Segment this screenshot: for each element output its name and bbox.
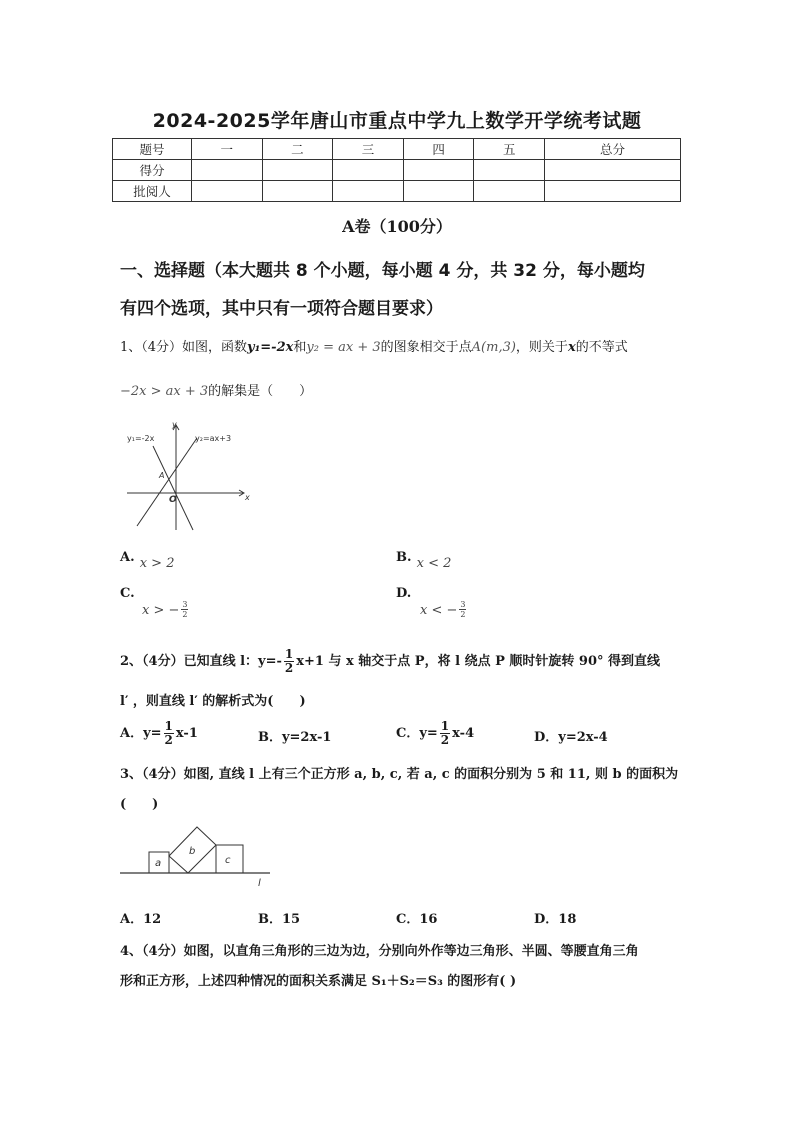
option-label: C. [120,586,135,601]
table-cell[interactable] [474,160,545,181]
table-header-cell: 三 [333,139,404,160]
table-header-cell: 一 [192,139,263,160]
option-fraction [181,600,188,619]
option-math-wrap [142,599,188,619]
q1-point: A(m,3) [471,340,516,355]
q2-fraction [284,648,294,675]
option-math: x > − [142,603,180,618]
q1-option-b[interactable] [396,546,452,571]
page-title: 2024-2025学年唐山市重点中学九上数学开学统考试题 [152,110,642,132]
q2-option-b[interactable]: B．y=2x-1 [258,730,332,745]
q1-text: 和 [293,340,307,355]
q1-stem-line2 [120,380,312,399]
frac-den: 2 [440,733,450,747]
frac-den: 2 [182,610,188,619]
q1-text: 的解集是（ ） [208,384,313,399]
q1-text: 的不等式 [575,340,628,355]
frac-num: 3 [460,600,466,609]
label-x: x [245,493,250,502]
score-table [112,138,681,202]
q2-text: 2、（4分）已知直线 l：y=- [120,654,282,669]
option-fraction [164,720,174,747]
option-text: x-1 [175,726,198,741]
q1-text: 1、（4分）如图，函数 [120,340,248,355]
option-text: C．y= [396,726,438,741]
section-a-heading: A卷（100分） [342,217,452,236]
option-fraction [440,720,450,747]
label-y2: y₂=ax+3 [195,434,232,443]
q1-text: ，则关于 [515,340,568,355]
section1-heading-line1: 一、选择题（本大题共 8 个小题，每小题 4 分，共 32 分，每小题均 [120,261,645,281]
option-label: B. [396,550,412,565]
table-cell[interactable] [262,160,333,181]
table-cell[interactable] [262,181,333,202]
label-y: y [172,420,177,429]
q3-option-a[interactable]: A．12 [120,912,162,927]
frac-den: 2 [164,733,173,747]
q3-option-c[interactable]: C．16 [396,912,438,927]
q1-option-a[interactable] [120,546,175,571]
table-row-label: 批阅人 [113,181,192,202]
table-row [113,139,681,160]
frac-num: 3 [182,600,188,609]
section1-heading-line2: 有四个选项，其中只有一项符合题目要求） [120,299,443,319]
table-row [113,160,681,181]
q1-option-d[interactable] [396,586,466,619]
label-c: c [225,855,231,866]
table-cell[interactable] [333,181,404,202]
table-cell[interactable] [192,181,263,202]
line-y1 [153,446,193,530]
frac-num: 1 [284,647,294,661]
option-label: A. [120,550,135,565]
q1-y1: y₁=-2x [247,340,294,355]
option-math: x < 2 [416,556,452,571]
table-cell[interactable] [403,181,474,202]
q1-option-c[interactable] [120,586,188,619]
q3-stem-line2: ( ) [120,797,159,812]
q2-option-d[interactable]: D．y=2x-4 [534,730,608,745]
label-b: b [189,846,196,857]
label-a: a [155,858,162,869]
frac-den: 2 [284,661,294,675]
option-math: x < − [420,603,458,618]
q1-graph [115,418,255,533]
q1-stem [120,336,628,355]
table-cell[interactable] [192,160,263,181]
frac-den: 2 [460,610,466,619]
q4-stem-line2: 形和正方形，上述四种情况的面积关系满足 S₁＋S₂＝S₃ 的图形有( ) [120,974,517,989]
table-header-cell: 四 [403,139,474,160]
q1-y2: y₂ = ax + 3 [306,340,381,355]
line-y2 [137,438,197,526]
q4-stem: 4、（4分）如图，以直角三角形的三边为边，分别向外作等边三角形、半圆、等腰直角三角 [120,944,639,959]
q3-stem: 3、（4分）如图, 直线 l 上有三个正方形 a, b, c, 若 a, c 的面积分别为 5 和 11, 则 b 的面积为 [120,767,679,782]
option-math: x > 2 [139,556,175,571]
q1-text: 的图象相交于点 [380,340,472,355]
q1-x: x [567,340,576,355]
q2-stem-line2: l′ ，则直线 l′ 的解析式为( ) [120,694,306,709]
table-cell[interactable] [545,160,681,181]
label-point-a: A [159,471,165,480]
option-text: x-4 [452,726,475,741]
option-fraction [459,600,466,619]
option-math-wrap [420,599,466,619]
q2-stem [120,648,660,675]
table-header-cell: 题号 [113,139,192,160]
frac-num: 1 [440,719,450,733]
q3-option-b[interactable]: B．15 [258,912,301,927]
table-row [113,181,681,202]
q3-option-d[interactable]: D．18 [534,912,577,927]
table-cell[interactable] [474,181,545,202]
option-label: D. [396,586,412,601]
q2-option-c[interactable] [396,720,474,747]
option-text: A．y= [120,726,162,741]
label-l: l [258,878,261,889]
table-header-cell: 二 [262,139,333,160]
table-cell[interactable] [403,160,474,181]
table-cell[interactable] [545,181,681,202]
table-row-label: 得分 [113,160,192,181]
frac-num: 1 [164,719,173,733]
q1-inequality: −2x > ax + 3 [120,384,209,399]
table-header-cell: 五 [474,139,545,160]
q2-option-a[interactable] [120,720,198,747]
label-y1: y₁=-2x [127,434,155,443]
table-header-cell: 总分 [545,139,681,160]
label-origin: O [169,495,177,505]
q3-figure [118,822,278,890]
q2-text: x+1 与 x 轴交于点 P，将 l 绕点 P 顺时针旋转 90° 得到直线 [296,654,661,669]
table-cell[interactable] [333,160,404,181]
